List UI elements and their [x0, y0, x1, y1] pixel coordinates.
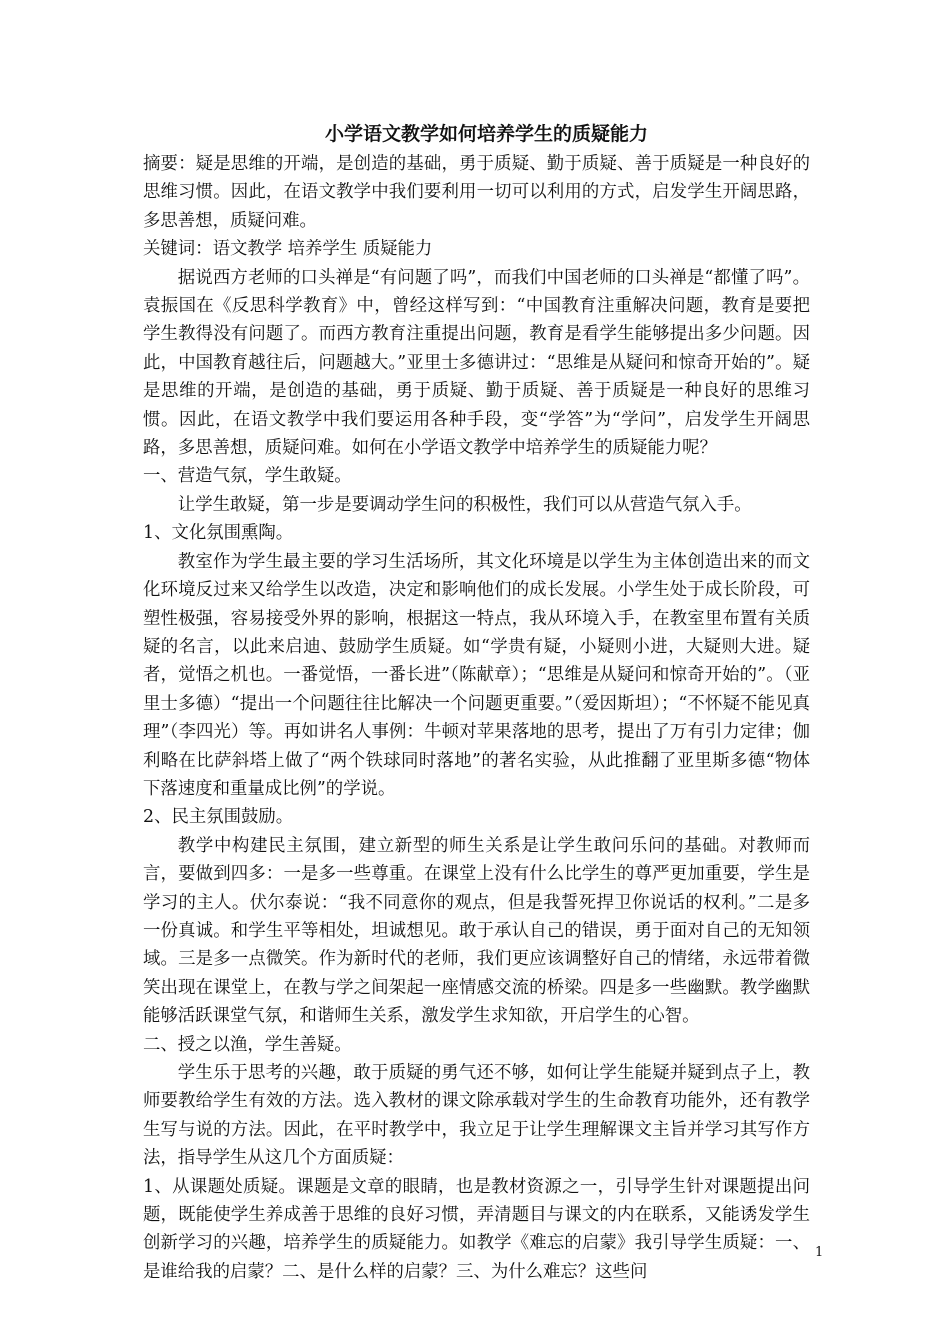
page-number: 1 [815, 1245, 824, 1260]
paragraph: 让学生敢疑，第一步是要调动学生问的积极性，我们可以从营造气氛入手。 [177, 494, 752, 515]
keywords: 关键词：语文教学 培养学生 质疑能力 [143, 239, 433, 260]
paragraph: 教学中构建民主氛围，建立新型的师生关系是让学生敢问乐问的基础。对教师而言，要做到四多：一是多一些尊重。在课堂上没有什么比学生的尊严更加重要，学生是学习的主人。伏尔泰说：“我不同意你的观点，但是我誓死捍卫你说话的权利。”二是多一份真诚。和学生平等相处，坦诚想见。敢于承认自己的错误，勇于面对自己的无知领域。三是多一点微笑。作为新时代的老师，我们更应该调整好自己的情绪，永远带着微笑出现在课堂上，在教与学之间架起一座情感交流的桥梁。四是多一些幽默。教学幽默能够活跃课堂气氛，和谐师生关系，激发学生求知欲，开启学生的心智。 [143, 835, 810, 1027]
subsection-heading: 2、民主氛围鼓励。 [143, 807, 294, 828]
subsection-heading: 1、文化氛围熏陶。 [143, 523, 294, 544]
abstract: 摘要：疑是思维的开端，是创造的基础，勇于质疑、勤于质疑、善于质疑是一种良好的思维习惯。因此，在语文教学中我们要利用一切可以利用的方式，启发学生开阔思路，多思善想，质疑问难。 [143, 154, 810, 231]
paragraph: 1、从课题处质疑。课题是文章的眼睛，也是教材资源之一，引导学生针对课题提出问题，既能使学生养成善于思维的良好习惯，弄清题目与课文的内在联系，又能诱发学生创新学习的兴趣，培养学生的质疑能力。如教学《难忘的启蒙》我引导学生质疑：一、是谁给我的启蒙？二、是什么样的启蒙？三、为什么难忘？这些问 [143, 1176, 810, 1282]
paragraph: 据说西方老师的口头禅是“有问题了吗”，而我们中国老师的口头禅是“都懂了吗”。袁振国在《反思科学教育》中，曾经这样写到：“中国教育注重解决问题，教育是要把学生教得没有问题了。而西方教育注重提出问题，教育是看学生能够提出多少问题。因此，中国教育越往后，问题越大。”亚里士多德讲过：“思维是从疑问和惊奇开始的”。疑是思维的开端，是创造的基础，勇于质疑、勤于质疑、善于质疑是一种良好的思维习惯。因此，在语文教学中我们要运用各种手段，变“学答”为“学问”，启发学生开阔思路，多思善想，质疑问难。如何在小学语文教学中培养学生的质疑能力呢？ [143, 267, 810, 459]
section-heading: 一、营造气氛，学生敢疑。 [143, 466, 352, 487]
paragraph: 教室作为学生最主要的学习生活场所，其文化环境是以学生为主体创造出来的而文化环境反过来又给学生以改造，决定和影响他们的成长发展。小学生处于成长阶段，可塑性极强，容易接受外界的影响，根据这一特点，我从环境入手，在教室里布置有关质疑的名言，以此来启迪、鼓励学生质疑。如“学贵有疑，小疑则小进，大疑则大进。疑者，觉悟之机也。一番觉悟，一番长进”（陈献章）；“思维是从疑问和惊奇开始的”。（亚里士多德）“提出一个问题往往比解决一个问题更重要。”（爱因斯坦）；“不怀疑不能见真理”（李四光）等。再如讲名人事例：牛顿对苹果落地的思考，提出了万有引力定律；伽利略在比萨斜塔上做了“两个铁球同时落地”的著名实验，从此推翻了亚里斯多德“物体下落速度和重量成比例”的学说。 [143, 551, 810, 799]
section-heading: 二、授之以渔，学生善疑。 [143, 1034, 352, 1055]
document-title: 小学语文教学如何培养学生的质疑能力 [324, 123, 648, 145]
document-page [143, 118, 810, 1286]
paragraph: 学生乐于思考的兴趣，敢于质疑的勇气还不够，如何让学生能疑并疑到点子上，教师要教给学生有效的方法。选入教材的课文除承载对学生的生命教育功能外，还有教学生写与说的方法。因此，在平时教学中，我立足于让学生理解课文主旨并学习其写作方法，指导学生从这几个方面质疑： [143, 1063, 810, 1169]
